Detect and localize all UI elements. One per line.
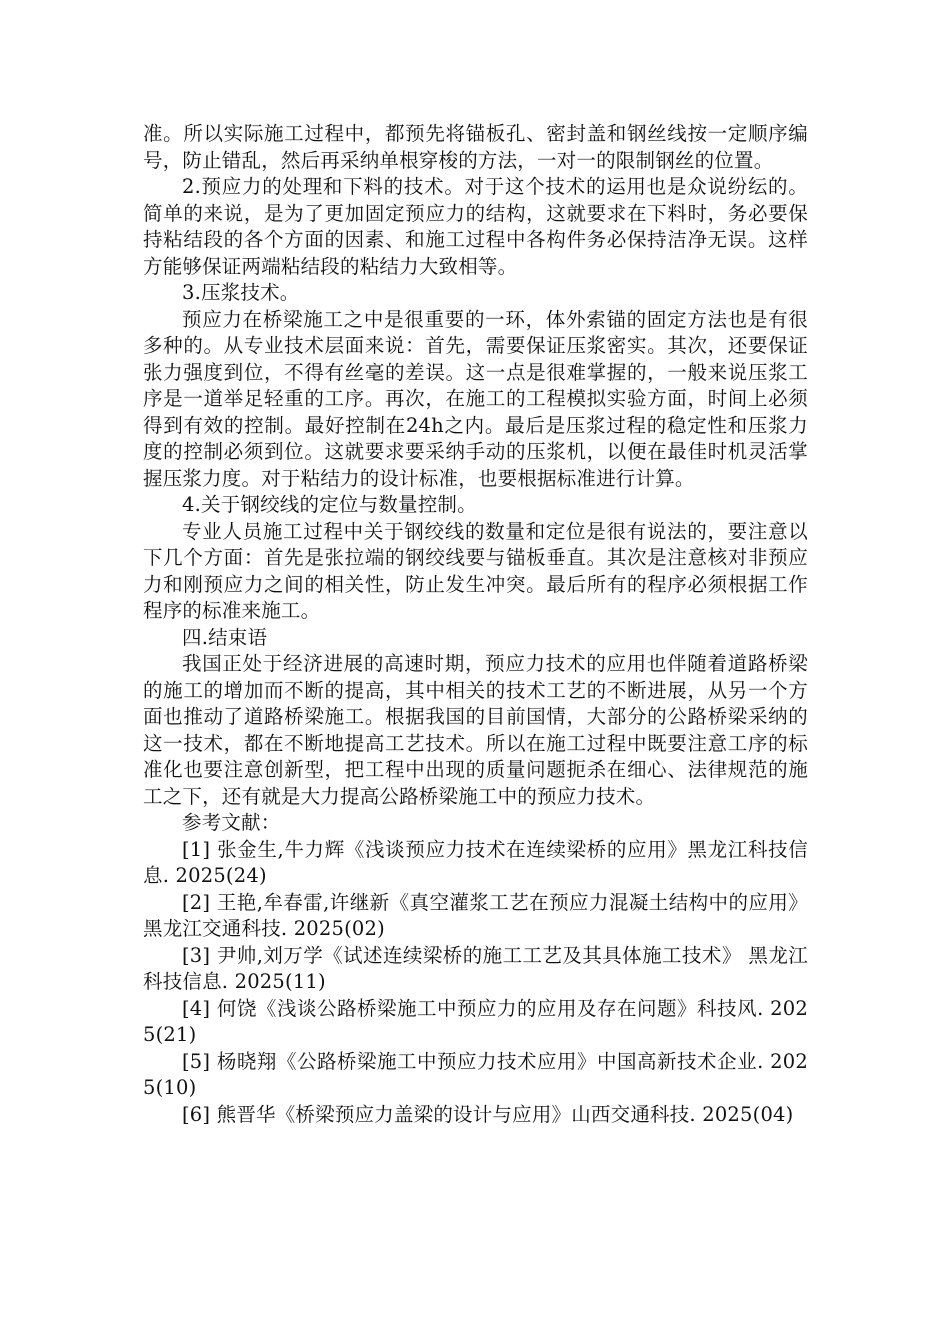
- reference-item: [3] 尹帅,刘万学《试述连续梁桥的施工工艺及其具体施工技术》 黑龙江科技信息. 2025(11): [143, 943, 808, 993]
- paragraph-continuation: 准。所以实际施工过程中，都预先将锚板孔、密封盖和钢丝线按一定顺序编号，防止错乱，然后再采纳单根穿梭的方法，一对一的限制钢丝的位置。: [143, 122, 808, 172]
- reference-item: [5] 杨晓翔《公路桥梁施工中预应力技术应用》中国高新技术企业. 2025(10): [143, 1049, 808, 1099]
- paragraph-conclusion: 我国正处于经济进展的高速时期，预应力技术的应用也伴随着道路桥梁的施工的增加而不断的提高，其中相关的技术工艺的不断进展，从另一个方面也推动了道路桥梁施工。根据我国的目前国情，大部分的公路桥梁采纳的这一技术，都在不断地提高工艺技术。所以在施工过程中既要注意工序的标准化也要注意创新型，把工程中出现的质量问题扼杀在细心、法律规范的施工之下，还有就是大力提高公路桥梁施工中的预应力技术。: [143, 652, 808, 808]
- reference-item: [6] 熊晋华《桥梁预应力盖梁的设计与应用》山西交通科技. 2025(04): [182, 1102, 794, 1126]
- heading-strand-positioning: 4.关于钢绞线的定位与数量控制。: [182, 493, 477, 516]
- heading-references: 参考文献：: [182, 811, 281, 834]
- heading-conclusion: 四.结束语: [182, 625, 268, 649]
- reference-item: [2] 王艳,牟春雷,许继新《真空灌浆工艺在预应力混凝土结构中的应用》黑龙江交通科技. 2025(02): [143, 890, 808, 940]
- reference-item: [4] 何饶《浅谈公路桥梁施工中预应力的应用及存在问题》科技风. 2025(21): [143, 996, 808, 1046]
- heading-grouting: 3.压浆技术。: [182, 281, 300, 304]
- reference-item: [1] 张金生,牛力辉《浅谈预应力技术在连续梁桥的应用》黑龙江科技信息. 2025(24): [143, 837, 808, 887]
- document-body: [143, 121, 808, 1128]
- paragraph-strand-positioning: 专业人员施工过程中关于钢绞线的数量和定位是很有说法的，要注意以下几个方面：首先是张拉端的钢绞线要与锚板垂直。其次是注意核对非预应力和刚预应力之间的相关性，防止发生冲突。最后所有的程序必须根据工作程序的标准来施工。: [143, 519, 808, 622]
- paragraph-prestress-cutting: 2.预应力的处理和下料的技术。对于这个技术的运用也是众说纷纭的。简单的来说，是为了更加固定预应力的结构，这就要求在下料时，务必要保持粘结段的各个方面的因素、和施工过程中各构件务必保持洁净无误。这样方能够保证两端粘结段的粘结力大致相等。: [143, 175, 808, 278]
- paragraph-grouting: 预应力在桥梁施工之中是很重要的一环，体外索锚的固定方法也是有很多种的。从专业技术层面来说：首先，需要保证压浆密实。其次，还要保证张力强度到位，不得有丝毫的差误。这一点是很难掌握的，一般来说压浆工序是一道举足轻重的工序。再次，在施工的工程模拟实验方面，时间上必须得到有效的控制。最好控制在24h之内。最后是压浆过程的稳定性和压浆力度的控制必须到位。这就要求要采纳手动的压浆机，以便在最佳时机灵活掌握压浆力度。对于粘结力的设计标准，也要根据标准进行计算。: [143, 307, 808, 490]
